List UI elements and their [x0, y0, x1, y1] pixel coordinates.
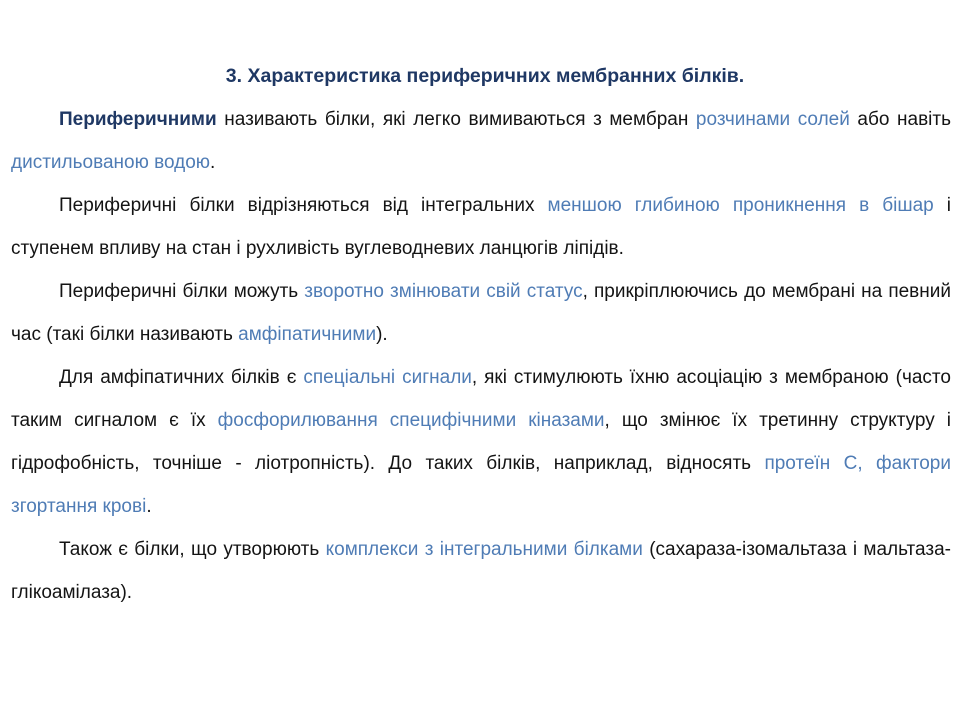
section-title: 3. Характеристика периферичних мембранних білків. [225, 65, 745, 87]
content-body [11, 98, 951, 614]
highlight-penetration-depth: меншою глибиною проникнення в бішар [547, 195, 934, 216]
highlight-protein-c: протеїн С, фактори згортання крові [11, 453, 951, 517]
text-span: . [210, 152, 216, 173]
paragraph-signals [11, 356, 951, 528]
paragraph-difference [11, 184, 951, 270]
highlight-salt-solutions: розчинами солей [695, 109, 850, 130]
text-span: Периферичні білки відрізняються від інтегральних [59, 195, 548, 216]
text-span: Для амфіпатичних білків є [59, 367, 304, 388]
highlight-amphipathic: амфіпатичними [238, 324, 377, 345]
highlight-complexes: комплекси з інтегральними білками [325, 539, 643, 560]
text-span: . [146, 496, 152, 517]
highlight-distilled-water: дистильованою водою [11, 152, 211, 173]
text-span: , що змінює їх третинну структуру і гідрофобність, точніше - ліотропність). До таких білків, наприклад, відносять [11, 410, 952, 474]
highlight-phosphorylation: фосфорилювання специфічними кіназами [217, 410, 605, 431]
text-span: ). [376, 324, 388, 345]
text-span: або навіть [849, 109, 951, 130]
text-span: Також є білки, що утворюють [59, 539, 326, 560]
paragraph-complexes [11, 528, 951, 614]
text-span: (сахараза-ізомальтаза і мальтаза-глікоамілаза). [11, 539, 951, 603]
term-peripheral: Периферичними [59, 109, 217, 130]
highlight-special-signals: спеціальні сигнали [303, 367, 472, 388]
paragraph-status-change [11, 270, 951, 356]
text-span: Периферичні білки можуть [59, 281, 305, 302]
text-span: і ступенем впливу на стан і рухливість вуглеводневих ланцюгів ліпідів. [11, 195, 952, 259]
text-span: , прикріплюючись до мембрані на певний час (такі білки називають [11, 281, 951, 345]
paragraph-peripheral-definition [11, 98, 951, 184]
text-span: називають білки, які легко вимиваються з мембран [216, 109, 696, 130]
text-span: , які стимулюють їхню асоціацію з мембраною (часто таким сигналом є їх [11, 367, 951, 431]
highlight-reversible-status: зворотно змінювати свій статус [304, 281, 583, 302]
